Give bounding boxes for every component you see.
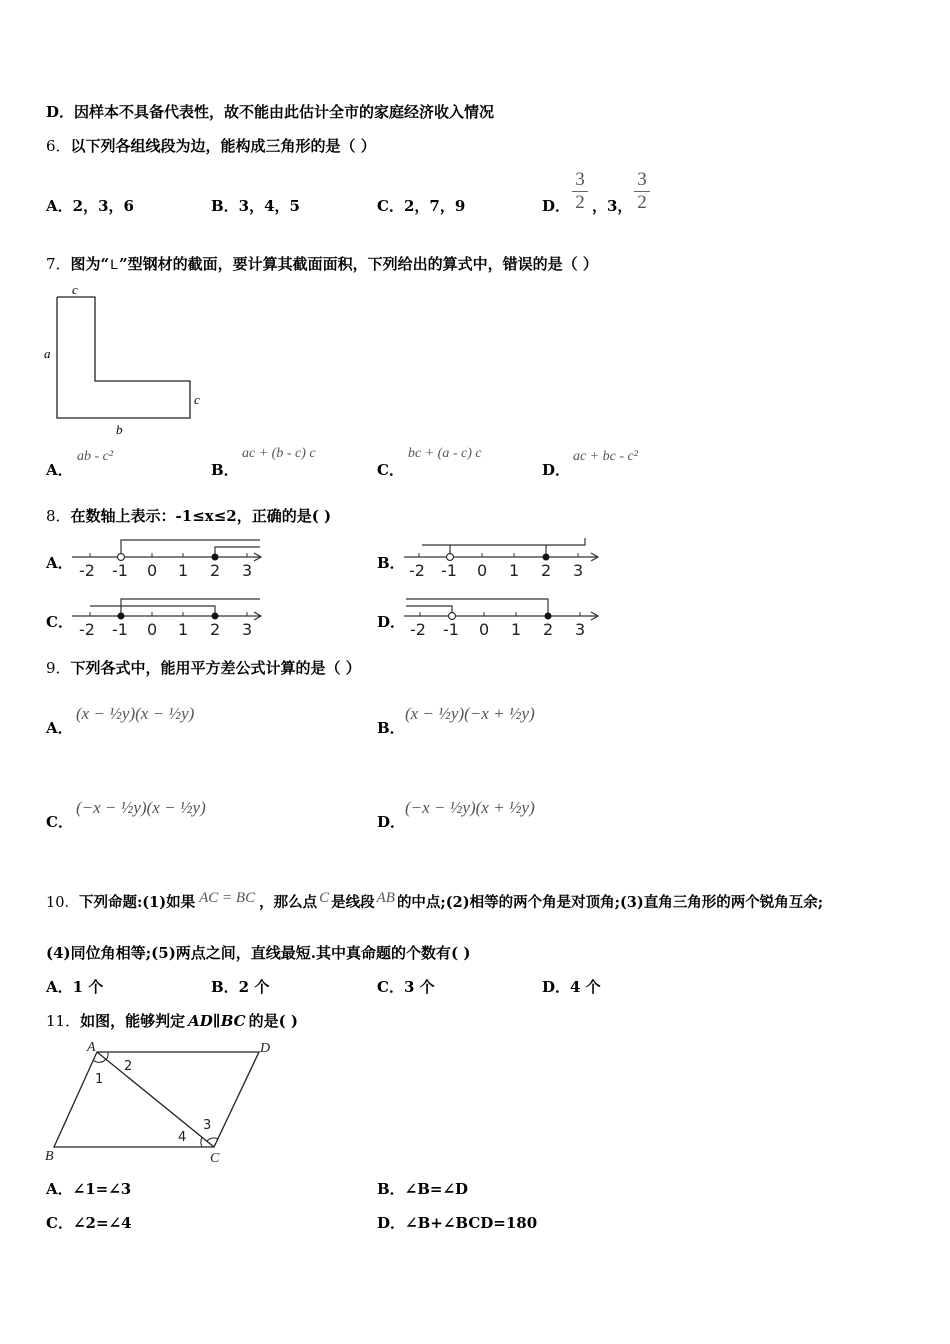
q9-option-d-label: D． — [377, 813, 406, 831]
tick-c-4: 2 — [210, 620, 221, 639]
q6-option-b: B．3，4，5 — [211, 197, 300, 215]
tick-b-5: 3 — [573, 561, 584, 580]
tick-d-1: -1 — [443, 620, 459, 639]
vertex-c: C — [210, 1151, 220, 1166]
number-line-c — [70, 594, 270, 642]
angle-1: 1 — [95, 1072, 104, 1087]
tick-c-5: 3 — [242, 620, 253, 639]
q8-option-b-label: B． — [377, 554, 405, 572]
q8-option-a-label: A． — [46, 554, 73, 572]
q7-option-d-expr: ac + bc - c² — [573, 449, 638, 464]
tick-d-3: 1 — [511, 620, 522, 639]
q11-option-b: B．∠B=∠D — [377, 1180, 469, 1198]
q8-number: 8． — [46, 507, 71, 525]
tick-a-1: -1 — [112, 561, 128, 580]
tick-c-3: 1 — [178, 620, 189, 639]
label-b: b — [116, 422, 123, 437]
angle-3: 3 — [203, 1118, 212, 1133]
q10-option-c: C．3 个 — [377, 978, 435, 996]
q6-option-d-fraction-2: 3 2 — [634, 170, 650, 213]
q8-option-c-label: C． — [46, 613, 73, 631]
q11-option-d: D．∠B+∠BCD=180 — [377, 1214, 538, 1232]
q6-option-d-fraction-1: 3 2 — [572, 170, 588, 213]
l-symbol: L — [110, 256, 118, 272]
tick-d-4: 2 — [543, 620, 554, 639]
tick-b-4: 2 — [541, 561, 552, 580]
q11-number: 11． — [46, 1012, 81, 1030]
q7-option-c-label: C． — [377, 461, 404, 479]
parallelogram-figure — [40, 1036, 290, 1166]
q8-option-d-label: D． — [377, 613, 406, 631]
q7-stem: 7．图为“L”型钢材的截面，要计算其截面面积，下列给出的算式中，错误的是（ ） — [46, 255, 598, 273]
q6-text: 以下列各组线段为边，能构成三角形的是（ ） — [70, 137, 376, 155]
q9-option-a-expr: (x − ½y)(x − ½y) — [76, 704, 195, 723]
q11-option-a: A．∠1=∠3 — [46, 1180, 132, 1198]
tick-d-2: 0 — [479, 620, 490, 639]
tick-b-2: 0 — [477, 561, 488, 580]
angle-4: 4 — [178, 1130, 187, 1145]
q11-expr: AD∥BC — [188, 1012, 246, 1030]
angle-2: 2 — [124, 1059, 133, 1074]
diagonal-ac — [97, 1052, 214, 1147]
q10-option-d: D．4 个 — [542, 978, 601, 996]
q11-stem: 11．如图，能够判定 AD∥BC 的是( ) — [46, 1012, 299, 1030]
q7-option-b-expr: ac + (b - c) c — [242, 446, 316, 461]
l-shape-figure — [40, 282, 210, 442]
number-line-a — [70, 535, 270, 583]
number-line-b — [402, 535, 602, 583]
tick-a-3: 1 — [178, 561, 189, 580]
label-c-top: c — [72, 282, 78, 297]
q10-expr-ac-bc: AC = BC — [199, 890, 256, 906]
q7-number: 7． — [46, 255, 71, 273]
q7-option-c-expr: bc + (a - c) c — [408, 446, 482, 461]
tick-c-0: -2 — [79, 620, 95, 639]
tick-c-2: 0 — [147, 620, 158, 639]
q6-option-a: A．2，3，6 — [46, 197, 134, 215]
tick-a-4: 2 — [210, 561, 221, 580]
q6-number: 6． — [46, 137, 71, 155]
vertex-a: A — [87, 1040, 96, 1055]
q9-option-d-expr: (−x − ½y)(x + ½y) — [405, 798, 535, 817]
tick-a-2: 0 — [147, 561, 158, 580]
tick-a-0: -2 — [79, 561, 95, 580]
q10-number: 10． — [46, 895, 79, 911]
q9-option-a-label: A． — [46, 719, 73, 737]
l-shape-outline — [57, 297, 190, 418]
q5-option-d: D．因样本不具备代表性，故不能由此估计全市的家庭经济收入情况 — [46, 103, 495, 121]
q8-stem: 8．在数轴上表示：-1≤x≤2，正确的是( ) — [46, 507, 332, 525]
q9-option-c-label: C． — [46, 813, 73, 831]
q6-option-d-separator: ，3， — [592, 197, 633, 215]
q9-stem: 9．下列各式中，能用平方差公式计算的是（ ） — [46, 659, 361, 677]
vertex-d: D — [260, 1041, 271, 1056]
tick-b-3: 1 — [509, 561, 520, 580]
q10-stem: 10．下列命题:(1)如果 AC = BC ，那么点 C 是线段 AB 的中点;(2)相等的两个角是对顶角;(3)直角三角形的两个锐角互余; — [46, 890, 824, 911]
q10-option-b: B．2 个 — [211, 978, 270, 996]
tick-d-5: 3 — [575, 620, 586, 639]
vertex-b: B — [45, 1149, 54, 1164]
q7-option-d-label: D． — [542, 461, 571, 479]
q10-expr-c: C — [319, 890, 330, 906]
q10-stem-line2: (4)同位角相等;(5)两点之间，直线最短.其中真命题的个数有( ) — [46, 944, 471, 962]
label-c-right: c — [194, 392, 200, 407]
tick-a-5: 3 — [242, 561, 253, 580]
q10-option-a: A．1 个 — [46, 978, 104, 996]
q9-option-b-expr: (x − ½y)(−x + ½y) — [405, 704, 535, 723]
q9-number: 9． — [46, 659, 71, 677]
q7-option-b-label: B． — [211, 461, 239, 479]
q9-option-b-label: B． — [377, 719, 405, 737]
tick-c-1: -1 — [112, 620, 128, 639]
q10-expr-ab: AB — [376, 890, 395, 906]
q7-option-a-expr: ab - c² — [77, 449, 114, 464]
q7-option-a-label: A． — [46, 461, 73, 479]
q9-option-c-expr: (−x − ½y)(x − ½y) — [76, 798, 206, 817]
q6-option-c: C．2，7，9 — [377, 197, 466, 215]
tick-b-1: -1 — [441, 561, 457, 580]
label-a: a — [44, 346, 51, 361]
q11-option-c: C．∠2=∠4 — [46, 1214, 132, 1232]
q6-option-d-label: D． — [542, 197, 571, 215]
tick-b-0: -2 — [409, 561, 425, 580]
tick-d-0: -2 — [410, 620, 426, 639]
q6-stem — [46, 136, 376, 156]
number-line-d — [402, 594, 602, 642]
